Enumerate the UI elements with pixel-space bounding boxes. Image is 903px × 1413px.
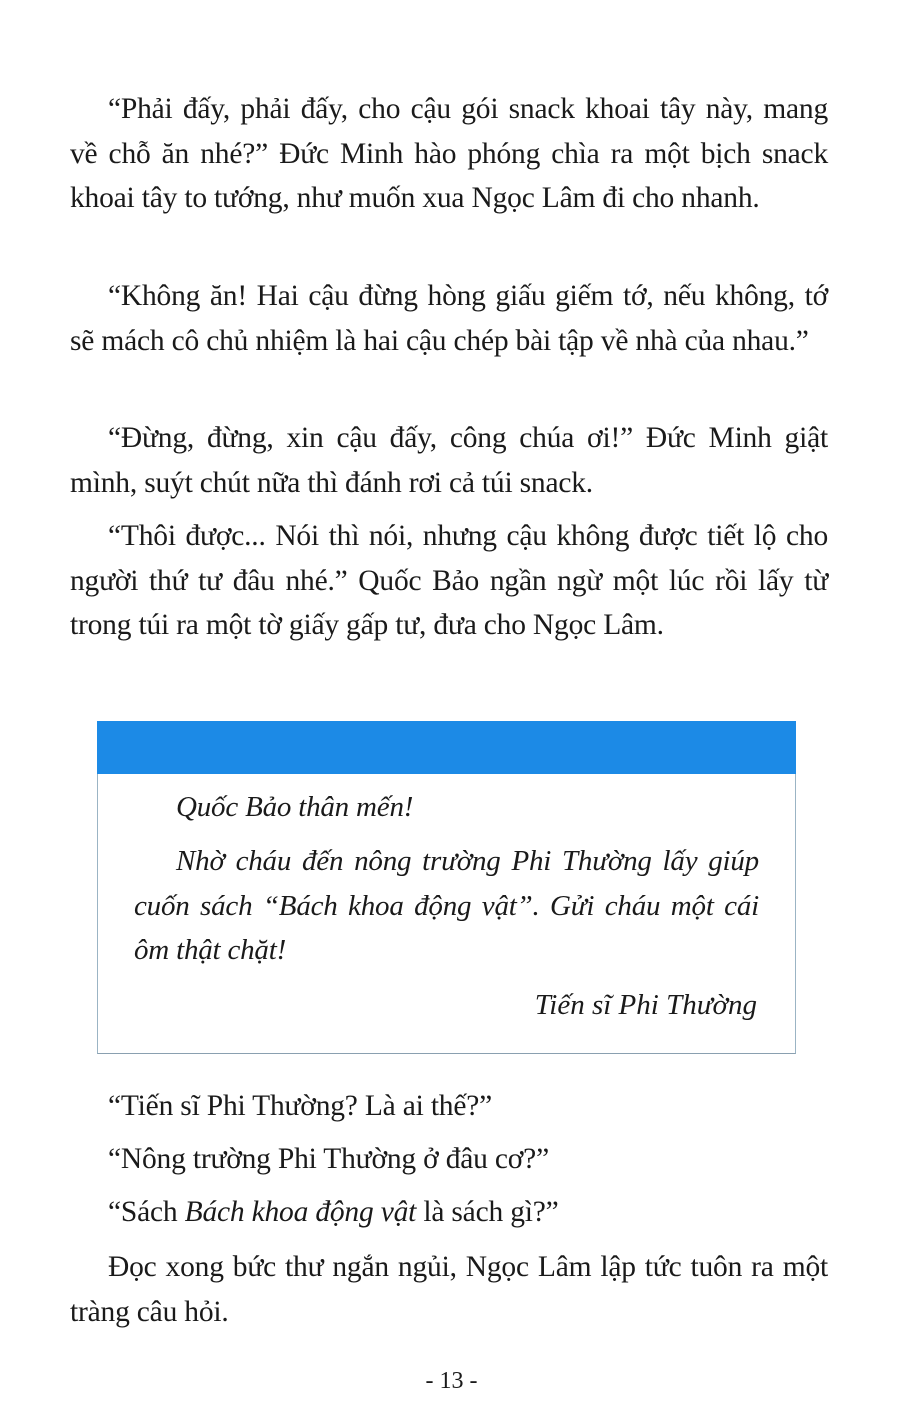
paragraph-3: “Đừng, đừng, xin cậu đấy, công chúa ơi!” Đức Minh giật mình, suýt chút nữa thì đánh rơi cả túi snack. <box>70 422 828 499</box>
closing-paragraph: Đọc xong bức thư ngắn ngủi, Ngọc Lâm lập tức tuôn ra một tràng câu hỏi. <box>70 1251 828 1328</box>
letter-body: Nhờ cháu đến nông trường Phi Thường lấy giúp cuốn sách “Bách khoa động vật”. Gửi cháu một cái ôm thật chặt! <box>134 845 759 966</box>
letter-box <box>97 721 796 1054</box>
book-title: Bách khoa động vật <box>184 1196 417 1228</box>
page-number: - 13 - <box>425 1368 478 1394</box>
question-2: “Nông trường Phi Thường ở đâu cơ?” <box>108 1143 549 1175</box>
letter-greeting: Quốc Bảo thân mến! <box>176 791 414 823</box>
paragraph-2: “Không ăn! Hai cậu đừng hòng giấu giếm tớ, nếu không, tớ sẽ mách cô chủ nhiệm là hai cậu chép bài tập về nhà của nhau.” <box>70 280 828 357</box>
question-3-prefix: “Sách <box>108 1196 185 1228</box>
question-3-suffix: là sách gì?” <box>416 1196 559 1228</box>
letter-signature: Tiến sĩ Phi Thường <box>534 989 757 1021</box>
paragraph-1: “Phải đấy, phải đấy, cho cậu gói snack khoai tây này, mang về chỗ ăn nhé?” Đức Minh hào phóng chìa ra một bịch snack khoai tây to tướng, như muốn xua Ngọc Lâm đi cho nhanh. <box>70 93 828 214</box>
question-1: “Tiến sĩ Phi Thường? Là ai thế?” <box>108 1090 493 1122</box>
letter-header-bar <box>97 721 796 774</box>
paragraph-4: “Thôi được... Nói thì nói, nhưng cậu không được tiết lộ cho người thứ tư đâu nhé.” Quốc Bảo ngần ngừ một lúc rồi lấy từ trong túi ra một tờ giấy gấp tư, đưa cho Ngọc Lâm. <box>70 520 828 641</box>
question-3 <box>70 1190 828 1235</box>
